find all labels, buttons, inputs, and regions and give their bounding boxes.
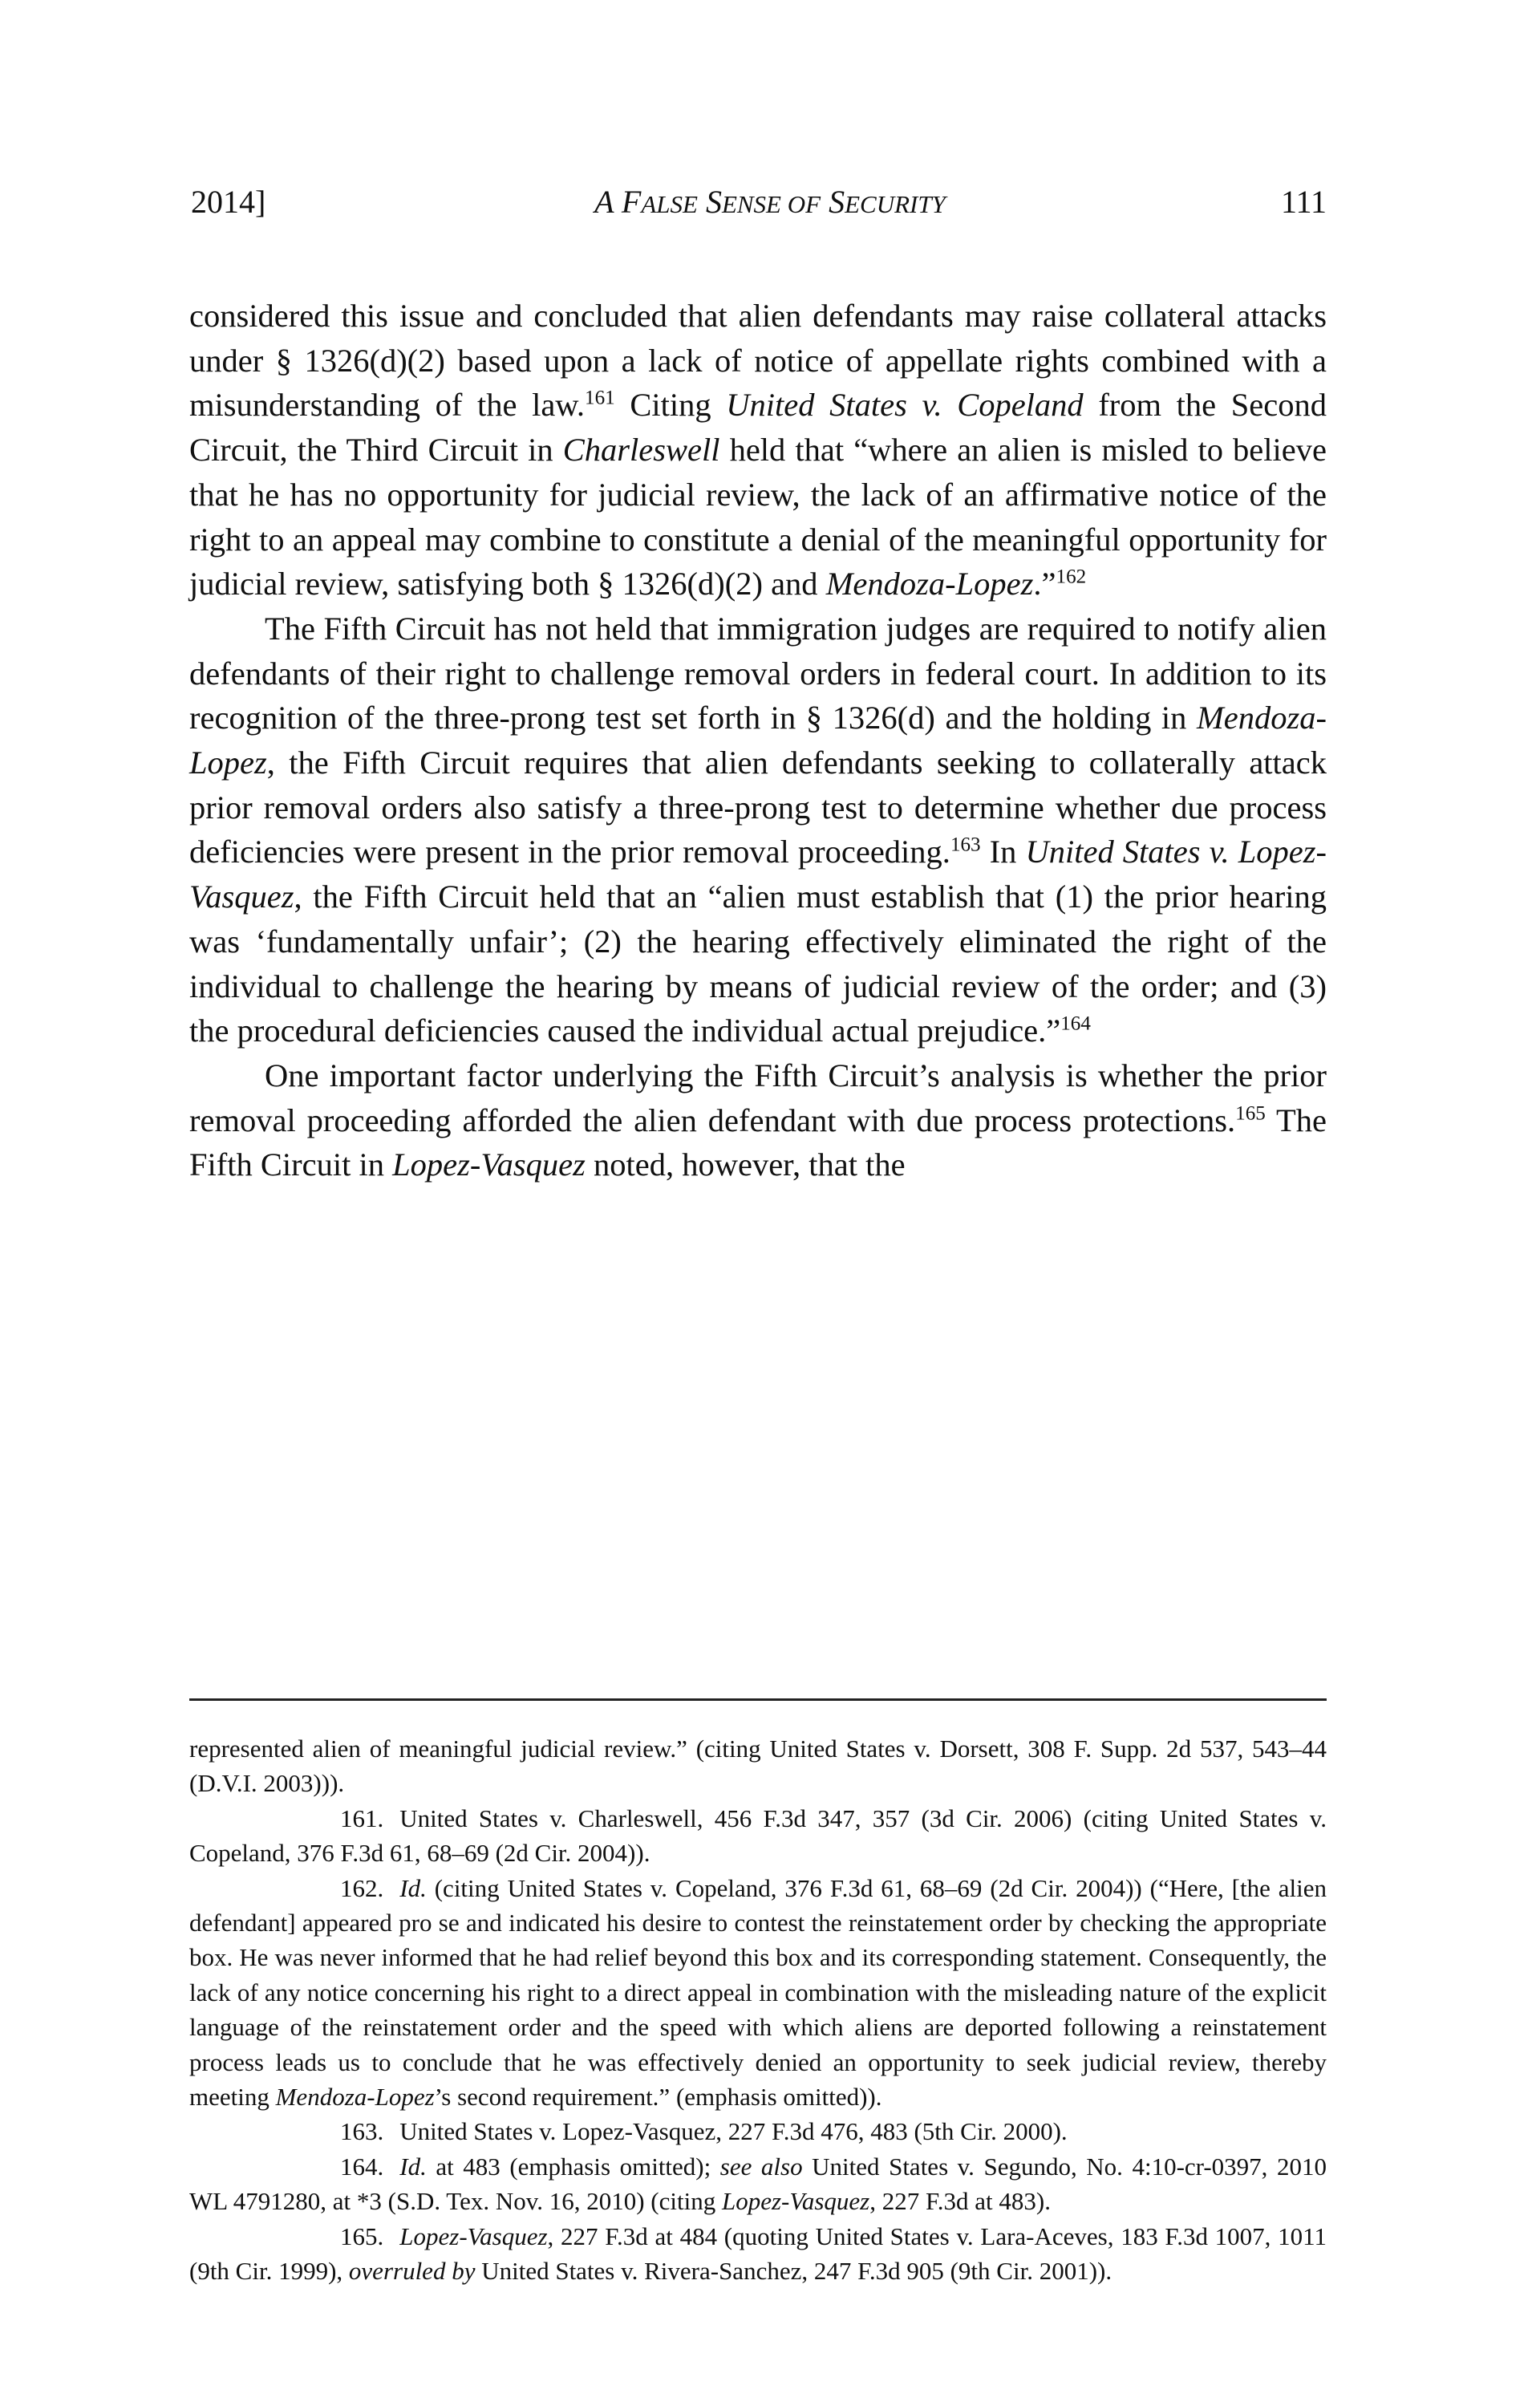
footnote-number: 164. bbox=[340, 2152, 384, 2181]
text-run: (citing United States v. Copeland, 376 F.3d 61, 68–69 (2d Cir. 2004)) (“Here, [the alien defendant] appeared pro se and indicated his desire to contest the reinstatement order by checking the appropriate box. He was never informed that he had relief beyond this box and its corresponding statement. Consequently, the lack of any notice concerning his right to a direct appeal in combination with the misleading nature of the explicit language of the reinstatement order and the speed with which aliens are deported following a reinstatement process leads us to conclude that he was effectively denied an opportunity to seek judicial review, thereby meeting bbox=[189, 1873, 1327, 2112]
footnote-ref: 161 bbox=[585, 387, 615, 409]
signal: overruled by bbox=[348, 2257, 476, 2286]
title-part: ECURITY bbox=[845, 190, 946, 218]
case-name: United States v. Lopez-Vasquez bbox=[189, 834, 1327, 915]
paragraph bbox=[189, 607, 1327, 1053]
case-name: Lopez-Vasquez bbox=[392, 1146, 586, 1183]
signal: Id. bbox=[399, 1873, 427, 1902]
text-run: One important factor underlying the Fifth Circuit’s analysis is whether the prior removal proceeding afforded the alien defendant with due process protections. bbox=[189, 1057, 1327, 1138]
signal: Id. bbox=[399, 2152, 427, 2181]
footnote-number: 161. bbox=[340, 1803, 384, 1832]
title-part: S bbox=[821, 184, 845, 220]
text-run: , 227 F.3d at 484 (quoting United States v. Lara-Aceves, 183 F.3d 1007, 1011 (9th Cir. 1999), bbox=[189, 2221, 1327, 2286]
title-part: ALSE bbox=[641, 190, 698, 218]
case-name: Charleswell bbox=[562, 432, 720, 469]
footnote-divider bbox=[189, 1698, 1327, 1701]
footnote-number: 162. bbox=[340, 1873, 384, 1902]
footnote-number: 165. bbox=[340, 2221, 384, 2250]
text-run: .” bbox=[1033, 566, 1056, 603]
footnote-162 bbox=[189, 1871, 1327, 2115]
text-run: , the Fifth Circuit held that an “alien must establish that (1) the prior hearing was ‘fundamentally unfair’; (2) the hearing effectively eliminated the right of the individual to challenge the hearing by means of judicial review of the order; and (3) the procedural deficiencies caused the individual actual prejudice.” bbox=[189, 878, 1327, 1049]
case-name: Lopez-Vasquez bbox=[721, 2187, 870, 2216]
footnote-ref: 165 bbox=[1235, 1102, 1266, 1125]
footnote-163 bbox=[189, 2114, 1327, 2148]
footnote-number: 163. bbox=[340, 2117, 384, 2146]
page-number: 111 bbox=[1280, 184, 1327, 220]
text-run: United States v. Charleswell, 456 F.3d 347, 357 (3d Cir. 2006) (citing United States v. Copeland, 376 F.3d 61, 68–69 (2d Cir. 2004)). bbox=[189, 1803, 1327, 1868]
paragraph bbox=[189, 294, 1327, 607]
text-run: In bbox=[980, 834, 1026, 870]
title-part: S bbox=[697, 184, 722, 220]
text-run: held that “where an alien is misled to believe that he has no opportunity for judicial review, the lack of an affirmative notice of the right to an appeal may combine to constitute a denial of the meaningful opportunity for judicial review, satisfying both § 1326(d)(2) and bbox=[189, 432, 1327, 603]
footnote-ref: 163 bbox=[950, 834, 981, 856]
footnote-ref: 162 bbox=[1056, 566, 1087, 588]
title-part: A F bbox=[594, 184, 642, 220]
text-run: at 483 (emphasis omitted); bbox=[426, 2152, 720, 2181]
text-run: Citing bbox=[614, 387, 727, 424]
title-part: ENSE bbox=[721, 190, 781, 218]
case-name: Mendoza-Lopez bbox=[189, 700, 1327, 781]
text-run: United States v. Lopez-Vasquez, 227 F.3d 476, 483 (5th Cir. 2000). bbox=[399, 2117, 1068, 2146]
text-run: The Fifth Circuit has not held that immigration judges are required to notify alien defendants of their right to challenge removal orders in federal court. In addition to its recognition of the three-prong test set forth in § 1326(d) and the holding in bbox=[189, 610, 1327, 736]
case-name: Lopez-Vasquez bbox=[399, 2221, 548, 2250]
text-run: ’s second requirement.” (emphasis omitted)). bbox=[434, 2083, 882, 2112]
text-run: noted, however, that the bbox=[585, 1146, 906, 1183]
paragraph bbox=[189, 1053, 1327, 1187]
case-name: United States v. Copeland bbox=[726, 387, 1084, 424]
signal: see also bbox=[719, 2152, 803, 2181]
text-run: United States v. Rivera-Sanchez, 247 F.3d 905 (9th Cir. 2001)). bbox=[475, 2257, 1112, 2286]
footnote-164 bbox=[189, 2149, 1327, 2219]
running-head-year: 2014] bbox=[191, 184, 266, 220]
footnotes bbox=[189, 1731, 1327, 2289]
case-name: Mendoza-Lopez bbox=[825, 566, 1034, 603]
main-text bbox=[189, 294, 1327, 1187]
text-run: , the Fifth Circuit requires that alien defendants seeking to collaterally attack prior removal orders also satisfy a three-prong test to determine whether due process deficiencies were present in the prior removal proceeding. bbox=[189, 745, 1327, 870]
text-run: , 227 F.3d at 483). bbox=[869, 2187, 1051, 2216]
footnote-ref: 164 bbox=[1060, 1012, 1091, 1035]
case-name: Mendoza-Lopez bbox=[275, 2083, 435, 2112]
footnote-161 bbox=[189, 1801, 1327, 1871]
text-run: The Fifth Circuit in bbox=[189, 1102, 1327, 1183]
title-part: OF bbox=[781, 190, 821, 218]
text-run: United States v. Segundo, No. 4:10-cr-0397, 2010 WL 4791280, at *3 (S.D. Tex. Nov. 16, 2010) (citing bbox=[189, 2152, 1327, 2216]
footnote-165 bbox=[189, 2219, 1327, 2289]
footnote-continuation: represented alien of meaningful judicial review.” (citing United States v. Dorsett, 308 F. Supp. 2d 537, 543–44 (D.V.I. 2003))). bbox=[189, 1735, 1327, 1798]
text-run: considered this issue and concluded that alien defendants may raise collateral attacks under § 1326(d)(2) based upon a lack of notice of appellate rights combined with a misunderstanding of the law. bbox=[189, 298, 1327, 424]
text-run: from the Second Circuit, the Third Circuit in bbox=[189, 387, 1327, 469]
